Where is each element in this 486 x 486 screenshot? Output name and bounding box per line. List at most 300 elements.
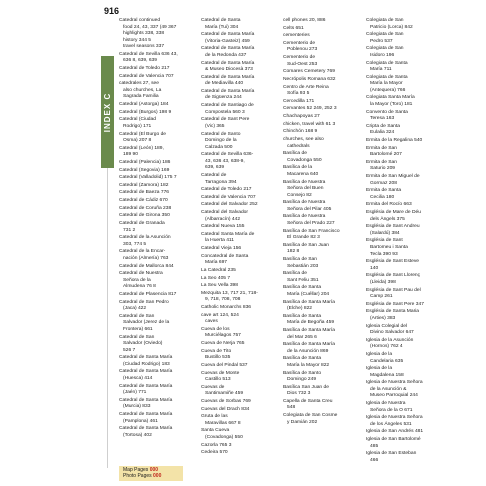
index-entry — [283, 85, 363, 98]
index-entry — [119, 335, 199, 355]
index-entry — [119, 398, 199, 411]
index-entry-line: Catedral del Salvador 252 — [201, 202, 258, 208]
index-entry-line: Teresa 163 — [370, 116, 395, 122]
index-entry — [366, 429, 446, 436]
index-entry-line: Cedeira 570 — [201, 450, 228, 456]
index-entry-line: (Hornos) 762 4 — [370, 344, 403, 350]
index-entry — [283, 257, 363, 270]
index-entry-line: cementeries — [283, 33, 310, 39]
index-entry-line: Basílica de — [283, 151, 307, 157]
index-entry — [283, 413, 363, 426]
index-entry — [366, 238, 446, 258]
index-entry-line: Basílica de San Juan — [283, 242, 329, 248]
index-entry-line: Basílica de Nuestra — [283, 179, 326, 185]
index-entry-line: Divino Salvador 647 — [370, 330, 414, 336]
index-entry-line: 731 2 — [123, 227, 136, 233]
index-entry — [119, 146, 199, 159]
index-entry-line: Frontera) 661 — [123, 326, 153, 332]
index-entry-line: Catedral (Astorga) 184 — [119, 102, 169, 108]
index-entry-line: Cecilia 180 — [370, 194, 395, 200]
index-entry — [283, 356, 363, 369]
index-entry-line: Comares Cemetery 769 — [283, 69, 335, 75]
index-entry-line: 548 — [287, 405, 296, 411]
index-entry-line: Catedral (Valladolid) 175 7 — [119, 175, 177, 181]
index-entry-line: del Mar 265 6 — [287, 334, 317, 340]
index-entry-line: Museo Parroquial 244 — [370, 393, 418, 399]
index-entry-line: El Grande 82 3 — [287, 235, 320, 241]
index-entry-line: Chachapoyas 27 — [283, 114, 320, 120]
index-entry-line: chicken, travel with 61 3 — [283, 121, 336, 127]
index-entry — [201, 349, 281, 362]
index-entry-line: Gormaz 208 — [370, 180, 397, 186]
index-entry-line: Catedral de Santa María — [201, 46, 255, 52]
index-entry-line: Colegiata de San — [366, 46, 404, 52]
index-entry-line: 9, 718, 708, 708 — [205, 297, 241, 303]
index-entry — [201, 61, 281, 74]
index-entry-line: Colegiata de Santa — [366, 74, 408, 80]
index-entry-line: Cueva del Pindal 537 — [201, 362, 248, 368]
index-entry — [201, 291, 281, 304]
index-entry-line: Isidoro 196 — [370, 52, 395, 58]
index-entry — [366, 61, 446, 74]
index-column-1 — [119, 18, 199, 440]
index-entry-line: Iglesia de la Asunción — [366, 337, 414, 343]
index-entry — [119, 206, 199, 213]
index-entry-line: Catedral continued — [119, 18, 161, 23]
index-entry — [366, 95, 446, 108]
index-entry — [283, 137, 363, 150]
index-entry-line: nación (Almería) 763 — [123, 255, 169, 261]
index-entry — [366, 309, 446, 322]
index-entry — [366, 352, 446, 365]
index-entry-line: (Huesca) 414 — [123, 375, 153, 381]
index-entry — [201, 46, 281, 59]
index-entry — [283, 129, 363, 136]
index-entry — [201, 89, 281, 102]
index-entry-line: Iglesia de la — [366, 351, 393, 357]
index-entry-line: Catedral de Valencia 707 — [201, 194, 256, 200]
index-entry-line: Basílica de Santa María — [283, 327, 335, 333]
index-entry-line: Basílica de San Francisco — [283, 228, 340, 234]
index-entry — [119, 81, 199, 101]
index-entry-line: Colegiata de San — [366, 18, 404, 23]
legend-photo-value: 000 — [153, 473, 162, 480]
index-entry-line: Ermita del Rocío 663 — [366, 202, 412, 208]
index-entry-line: 303, 774 5 — [123, 241, 147, 247]
index-entry-line: (Pamplona) 461 — [123, 418, 158, 424]
index-entry-line: Catedral de Santa María — [201, 60, 255, 66]
index-entry — [283, 151, 363, 164]
index-entry — [119, 300, 199, 313]
index-entry-line: Macarena 640 — [287, 171, 319, 177]
index-entry-line: Església de Santa Maria — [366, 309, 420, 315]
index-entry-line: (Covadonga) 550 — [205, 434, 243, 440]
index-entry — [119, 426, 199, 439]
index-entry — [201, 385, 281, 398]
index-entry — [119, 412, 199, 425]
index-entry-line: Catedral (Palencia) 186 — [119, 159, 171, 165]
index-entry-line: Catedral de Santa — [201, 18, 241, 23]
index-entry-line: la Huerta 411 — [205, 238, 234, 244]
index-entry-line: Cervantes 52 249, 252 3 — [283, 106, 337, 112]
index-entry-line: la Mayor (Toro) 181 — [370, 102, 413, 108]
index-entry — [366, 18, 446, 31]
index-entry-line: Catedral de — [201, 172, 227, 178]
index-entry — [201, 363, 281, 370]
index-section-tab-label: INDEX C — [103, 92, 113, 132]
index-entry-line: Catedral (Zamora) 182 — [119, 182, 169, 188]
index-entry — [201, 305, 281, 312]
index-entry — [283, 385, 363, 398]
index-entry-line: Dios 732 3 — [287, 391, 311, 397]
index-entry — [283, 180, 363, 200]
index-entry — [119, 110, 199, 117]
index-entry-line: Catedral de San — [119, 334, 155, 340]
index-entry-line: Convento de Santa — [366, 109, 408, 115]
index-entry-line: Necrópolis Romana 632 — [283, 76, 336, 82]
index-entry-line: La Seu Vella 398 — [201, 283, 238, 289]
index-entry-line: Basílica de Santa — [283, 285, 322, 291]
index-entry-line: de los Ángeles 531 — [370, 421, 412, 427]
index-entry-line: Basílica de Santa María — [283, 342, 335, 348]
index-entry-line: Saturio 209 — [370, 166, 396, 172]
index-entry-line: Basílica de Santa María — [283, 299, 335, 305]
index-entry-line: Catedral de Toledo 217 — [119, 66, 170, 72]
index-entry — [119, 213, 199, 220]
index-entry-line: Catedral de Granada — [119, 221, 165, 226]
index-entry-line: Església de Sant Pau del — [366, 287, 421, 293]
index-entry — [366, 302, 446, 309]
index-entry-line: (Albarracín) 442 — [205, 216, 241, 222]
index-entry-line: Señora de la — [123, 277, 151, 283]
index-entry-line: cell phones 20, 886 — [283, 18, 326, 23]
index-entry-line: María la Mayor — [370, 81, 403, 87]
index-entry — [201, 443, 281, 450]
index-entry-line: Basílica San Juan de — [283, 384, 329, 390]
index-entry — [283, 114, 363, 121]
index-entry — [283, 399, 363, 412]
index-entry-line: Rodrigo) 171 — [123, 123, 152, 129]
index-column-3 — [283, 18, 363, 427]
index-entry-line: Catedral del Salvador — [201, 210, 249, 216]
index-entry — [366, 75, 446, 95]
index-entry — [201, 283, 281, 290]
index-entry-line: Catedral de Santa María — [119, 355, 173, 361]
index-entry — [283, 371, 363, 384]
index-entry — [201, 399, 281, 406]
index-entry-line: Església de Mare de Déu — [366, 210, 421, 216]
index-entry-line: (Jaca) 422 — [123, 306, 147, 312]
index-entry — [119, 384, 199, 397]
index-entry-line: Ermita de San Miguel de — [366, 174, 420, 180]
index-entry-line: Colegiata de San — [366, 32, 404, 38]
index-entry — [119, 132, 199, 145]
index-entry-line: Ermita de Santa — [366, 188, 402, 194]
index-entry-line: Capella de Santa Creu — [283, 398, 333, 404]
index-entry-line: Catedral (Burgos) 198 9 — [119, 109, 172, 115]
index-entry-line: 485 — [370, 443, 379, 449]
index-entry-line: Candelaria 635 — [370, 358, 404, 364]
index-entry-line: Església de Sant — [366, 238, 403, 244]
index-entry-line: Calzada 500 — [205, 144, 233, 150]
index-entry-line: Catedral de Santo — [201, 131, 241, 137]
index-entry-line: Mezquita 13, 717 21, 718- — [201, 290, 258, 296]
index-entry-line: Catedral (Segovia) 169 — [119, 167, 170, 173]
legend-map-label: Map Pages — [123, 467, 149, 473]
index-entry-line: Poblenou 273 — [287, 47, 318, 53]
index-entry-line: Castillo 513 — [205, 377, 231, 383]
index-entry-line: Camp 261 — [370, 294, 393, 300]
index-entry-line: de la Redonda 437 — [205, 52, 247, 58]
index-entry-line: (Jaén) 771 — [123, 390, 147, 396]
index-entry-line: Ermita de San — [366, 159, 397, 165]
index-entry-line: Salvador (Jerez de la — [123, 320, 170, 326]
index-entry-line: Catedral de Baeza 776 — [119, 190, 170, 196]
index-entry-line: Catedral de Valencia 707 — [119, 73, 174, 79]
index-entry-line: 43, 636 43, 638-9, — [205, 158, 245, 164]
index-entry — [366, 224, 446, 237]
index-entry — [283, 243, 363, 256]
index-entry-line: Catedral de Santa María — [119, 369, 173, 375]
index-entry — [119, 355, 199, 368]
index-entry-line: Catedral de Mallorca 844 — [119, 263, 174, 269]
index-entry — [283, 26, 363, 33]
index-entry-line: 636 8, 639, 639 — [123, 58, 157, 64]
index-entry-line: Catedral Vieja 156 — [201, 246, 242, 252]
index-entry-line: Iglesia de San Esteban — [366, 451, 417, 457]
index-entry-line: Bartolomé 207 — [370, 152, 402, 158]
index-entry — [119, 314, 199, 334]
index-entry-line: Iglesia de Nuestra — [366, 401, 406, 407]
index-entry-line: de la Asunción 869 — [287, 348, 329, 354]
index-entry-line: caves — [205, 319, 218, 325]
index-entry-line: Bartomeu i Santa — [370, 245, 408, 250]
index-entry-line: Basílica de Nuestra — [283, 214, 326, 220]
index-entry — [366, 138, 446, 145]
index-entry — [119, 198, 199, 205]
index-entry — [366, 401, 446, 414]
index-column-2 — [201, 18, 281, 458]
index-entry — [119, 271, 199, 291]
index-entry — [283, 214, 363, 227]
index-entry-line: Catedral de Plasencia 817 — [119, 291, 177, 297]
index-entry-line: Osma) 207 8 — [123, 138, 152, 144]
legend-photo-label: Photo Pages — [123, 473, 152, 480]
index-entry — [366, 160, 446, 173]
index-entry-line: Iglesia de San Bartolomé — [366, 437, 421, 443]
index-entry-line: Catedral (El Burgo de — [119, 131, 167, 137]
index-entry-line: La Seo 405 7 — [201, 275, 231, 281]
index-entry-line: Eulalia 324 — [370, 130, 395, 136]
index-entry — [201, 341, 281, 348]
index-entry-line: Catedral de Toledo 217 — [201, 187, 252, 193]
index-entry — [201, 195, 281, 202]
index-entry-line: highlights 338, 338 — [123, 31, 165, 37]
index-entry-line: Cementerio de — [283, 55, 316, 61]
index-entry — [201, 327, 281, 340]
index-entry-line: Maravillas 667 8 — [205, 420, 241, 426]
index-entry-line: Catedral de Coruña 238 — [119, 205, 172, 211]
index-entry — [366, 451, 446, 464]
index-entry-line: (Elche) 822 — [287, 306, 313, 312]
index-entry — [201, 103, 281, 116]
index-entry — [119, 183, 199, 190]
index-entry — [366, 380, 446, 400]
index-entry-line: Església de Sant Llorenç — [366, 273, 421, 279]
index-entry — [201, 117, 281, 130]
index-entry — [283, 99, 363, 106]
index-entry — [201, 202, 281, 209]
index-entry-line: Iglesia de la — [366, 366, 393, 372]
index-entry-line: Catedral de Sevilla 636- — [201, 152, 254, 158]
index-entry-line: catedrales 27, see — [119, 81, 159, 87]
index-entry-line: Almudena 76 8 — [123, 284, 156, 290]
index-entry-line: Iglesia de Nuestra Señora — [366, 380, 423, 386]
index-entry — [366, 46, 446, 59]
index-entry — [283, 69, 363, 76]
index-entry — [119, 369, 199, 382]
index-entry-line: churches, see also — [283, 136, 324, 142]
index-entry — [201, 18, 281, 31]
index-entry-line: 526 7 — [123, 347, 136, 353]
index-entry-line: Basílica de San — [283, 257, 317, 263]
index-entry-line: Catedral de la Encar- — [119, 249, 166, 255]
index-entry-line: Basílica de Nuestra — [283, 200, 326, 206]
index-entry-line: Tarragona 394 — [205, 179, 237, 185]
index-entry-line: Señora del Pilar 405 — [287, 206, 332, 212]
index-entry-line: Cripta de Santa — [366, 123, 400, 129]
index-entry-line: 466 — [370, 457, 379, 463]
index-entry-line: y Damián 202 — [287, 419, 318, 425]
index-entry-line: Cuevas de Sorbas 769 — [201, 398, 251, 404]
index-entry-line: Covadonga 550 — [287, 157, 322, 163]
index-entry-line: Cercedilla 171 — [283, 98, 315, 104]
index-entry-line: María (Tui) 304 — [205, 24, 239, 30]
index-entry-line: Basílica de Santo — [283, 370, 322, 376]
index-entry — [201, 210, 281, 223]
index-entry — [119, 117, 199, 130]
index-entry-line: Basílica de Santa — [283, 313, 322, 319]
index-entry-line: Catedral (León) 189, — [119, 145, 164, 151]
index-entry — [283, 229, 363, 242]
index-entry-line: Sant Feliu 351 — [287, 277, 319, 283]
index-entry — [283, 77, 363, 84]
index-entry — [201, 246, 281, 253]
index-entry-line: cave art 124, 524 — [201, 312, 239, 318]
index-entry-line: (Salardú) 384 — [370, 230, 400, 236]
index-entry — [201, 75, 281, 88]
index-entry-line: María de Begoña 459 — [287, 320, 335, 326]
index-entry — [201, 414, 281, 427]
index-entry-line: Catedral de Santa María — [201, 88, 255, 94]
index-entry — [283, 55, 363, 68]
index-entry-line: Centro de Arte Reina — [283, 84, 329, 90]
index-entry-line: Cuevas del Drach 834 — [201, 406, 250, 412]
index-entry-line: Iglesia de San Andrés 481 — [366, 429, 424, 435]
index-entry-line: Basílica de Santa — [283, 356, 322, 362]
index-entry-line: 140 — [370, 265, 379, 271]
index-entry-line: Catedral de Santiago de — [201, 103, 254, 109]
index-entry-line: (Antequera) 766 — [370, 87, 406, 93]
index-entry-line: Cementerio de — [283, 40, 316, 46]
index-entry — [119, 292, 199, 299]
index-entry — [283, 18, 363, 25]
index-entry-line: Ermita de San — [366, 145, 397, 151]
index-entry-line: Magdalena 158 — [370, 372, 404, 378]
index-entry-line: travel seasons 337 — [123, 44, 165, 50]
index-entry-line: food 24, 43, 337 (49 367 — [123, 24, 177, 30]
index-entry — [119, 168, 199, 175]
index-entry — [201, 428, 281, 441]
index-entry — [366, 146, 446, 159]
index-entry — [201, 371, 281, 384]
index-entry-line: Església de Sant Esteve — [366, 259, 420, 265]
index-entry-line: Sagrada Familia — [123, 94, 159, 100]
index-entry-line: Catedral de San — [119, 313, 155, 319]
index-entry-line: (Lleida) 398 — [370, 279, 396, 285]
index-entry-line: Iglesia de Nuestra Señora — [366, 415, 423, 421]
index-entry — [283, 300, 363, 313]
index-entry — [283, 285, 363, 298]
index-entry-line: Domingo de la — [205, 138, 237, 144]
index-entry — [366, 210, 446, 223]
index-entry-line: Catedral de Santa María — [119, 426, 173, 432]
page-legend — [119, 466, 183, 481]
index-entry — [366, 174, 446, 187]
index-section-tab — [101, 56, 114, 168]
index-entry — [366, 259, 446, 272]
index-entry — [366, 415, 446, 428]
index-entry-line: Chinchón 168 9 — [283, 129, 318, 135]
index-entry-line: Colegiata Santa María — [366, 95, 415, 101]
index-entry-line: Pedro 537 — [370, 38, 393, 44]
index-entry — [366, 273, 446, 286]
index-entry-line: Cueva de Nerja 765 — [201, 341, 245, 347]
index-entry-line: 189 90 — [123, 152, 138, 158]
index-entry-line: cathedrals — [287, 143, 310, 149]
index-entry-line: Murciélagos 757 — [205, 333, 241, 339]
index-entry-line: María (Cuéllar) 204 — [287, 291, 330, 297]
index-entry-line: Cazorla 765 3 — [201, 442, 232, 448]
index-entry-line: Catedral de Santa María — [119, 411, 173, 417]
index-entry — [119, 102, 199, 109]
index-entry-line: Señora del Buen — [287, 186, 324, 192]
index-entry-line: Domingo 249 — [287, 377, 317, 383]
index-entry-line: dels Àngels 375 — [370, 216, 405, 222]
index-entry — [201, 313, 281, 326]
index-entry-line: Basílica de la — [283, 165, 313, 171]
index-entry-line: Catedral de Cádiz 670 — [119, 198, 168, 204]
index-entry — [119, 74, 199, 81]
index-entry — [119, 18, 199, 51]
index-entry-line: Sud-Oest 253 — [287, 61, 318, 67]
index-entry — [366, 188, 446, 201]
index-entry-line: (Arties) 383 — [370, 315, 396, 321]
index-entry-line: Catholic Monarchs 836 — [201, 305, 252, 311]
index-entry — [283, 41, 363, 54]
index-entry-line: Església de Sant Pere 347 — [366, 301, 424, 307]
index-entry — [119, 52, 199, 65]
index-entry — [283, 342, 363, 355]
index-entry — [201, 173, 281, 186]
index-entry-line: Bustillo 535 — [205, 355, 231, 361]
index-entry-line: & Museo Diocesà 373 — [205, 67, 253, 73]
index-entry-line: Catedral Santa María de — [201, 231, 255, 237]
index-entry — [201, 224, 281, 231]
index-entry — [201, 268, 281, 275]
index-entry — [201, 152, 281, 172]
index-entry-line: Catedral de Sant Pere — [201, 117, 250, 123]
